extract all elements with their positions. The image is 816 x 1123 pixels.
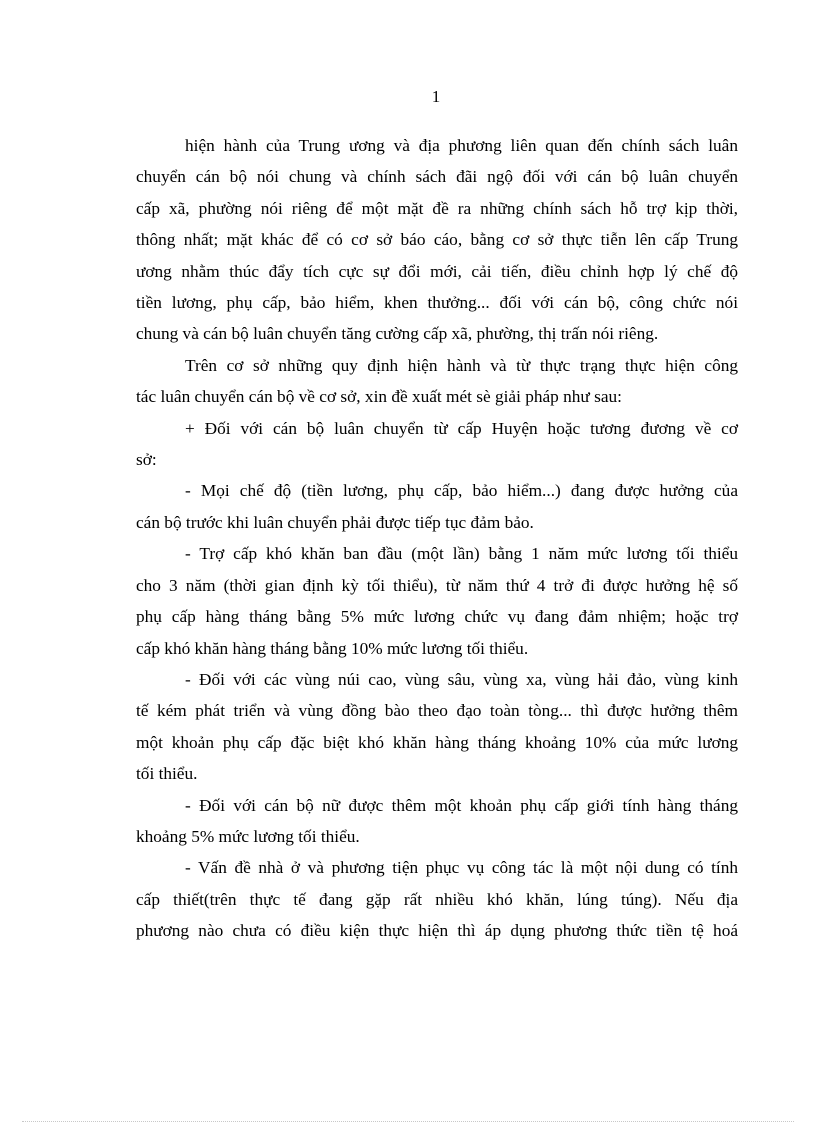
text-line: cấp xã, phường nói riêng để một mặt đề ra những chính sách hỗ trợ kịp thời, xyxy=(136,198,738,218)
paragraph-hardship-allowance xyxy=(136,538,738,664)
text-line: - Đối với các vùng núi cao, vùng sâu, vùng xa, vùng hải đảo, vùng kinh xyxy=(185,669,738,689)
text-line: tác luân chuyển cán bộ về cơ sở, xin đề xuất mét sè giải pháp như sau: xyxy=(136,387,622,407)
text-line: sở: xyxy=(136,450,157,470)
text-line: cấp thiết(trên thực tế đang gặp rất nhiều khó khăn, lúng túng). Nếu địa xyxy=(136,889,738,909)
text-line: + Đối với cán bộ luân chuyển từ cấp Huyện hoặc tương đương về cơ xyxy=(185,418,738,438)
paragraph-benefits-maintained xyxy=(136,475,738,538)
text-line: - Trợ cấp khó khăn ban đầu (một lần) bằng 1 năm mức lương tối thiểu xyxy=(185,544,738,564)
text-line: - Mọi chế độ (tiền lương, phụ cấp, bảo hiểm...) đang được hưởng của xyxy=(185,481,738,501)
page-bottom-border xyxy=(22,1121,794,1122)
text-line: thông nhất; mặt khác để có cơ sở báo cáo, bằng cơ sở thực tiễn lên cấp Trung xyxy=(136,230,738,250)
text-line: tế kém phát triển và vùng đồng bào theo đạo toàn tòng... thì được hưởng thêm xyxy=(136,701,738,721)
text-line: tiền lương, phụ cấp, bảo hiểm, khen thưởng... đối với cán bộ, công chức nói xyxy=(136,293,738,313)
text-line: cho 3 năm (thời gian định kỳ tối thiểu), từ năm thứ 4 trở đi được hưởng hệ số xyxy=(136,575,738,595)
text-line: ương nhằm thúc đẩy tích cực sự đổi mới, cải tiến, điều chỉnh hợp lý chế độ xyxy=(136,261,738,281)
document-body xyxy=(136,130,738,947)
paragraph-policy-context xyxy=(136,130,738,350)
paragraph-district-cadres xyxy=(136,413,738,476)
text-line: tối thiểu. xyxy=(136,764,198,784)
text-line: cán bộ trước khi luân chuyển phải được tiếp tục đảm bảo. xyxy=(136,512,534,532)
text-line: - Đối với cán bộ nữ được thêm một khoản phụ cấp giới tính hàng tháng xyxy=(185,795,738,815)
text-line: khoảng 5% mức lương tối thiểu. xyxy=(136,826,360,846)
text-line: phụ cấp hàng tháng bằng 5% mức lương chức vụ đang đảm nhiệm; hoặc trợ xyxy=(136,607,738,627)
text-line: một khoản phụ cấp đặc biệt khó khăn hàng tháng khoảng 10% của mức lương xyxy=(136,732,738,752)
text-line: cấp khó khăn hàng tháng bằng 10% mức lương tối thiểu. xyxy=(136,638,529,658)
paragraph-housing-transport xyxy=(136,852,738,946)
text-line: phương nào chưa có điều kiện thực hiện thì áp dụng phương thức tiền tệ hoá xyxy=(136,921,738,941)
page-number: 1 xyxy=(431,87,441,106)
text-line: Trên cơ sở những quy định hiện hành và từ thực trạng thực hiện công xyxy=(185,355,738,375)
text-line: hiện hành của Trung ương và địa phương liên quan đến chính sách luân xyxy=(185,136,738,155)
text-line: - Vấn đề nhà ở và phương tiện phục vụ công tác là một nội dung có tính xyxy=(185,858,738,878)
paragraph-remote-areas xyxy=(136,664,738,790)
paragraph-proposal-intro xyxy=(136,350,738,413)
paragraph-female-cadres xyxy=(136,790,738,853)
text-line: chuyển cán bộ nói chung và chính sách đãi ngộ đối với cán bộ luân chuyển xyxy=(136,167,738,187)
text-line: chung và cán bộ luân chuyển tăng cường cấp xã, phường, thị trấn nói riêng. xyxy=(136,324,659,344)
